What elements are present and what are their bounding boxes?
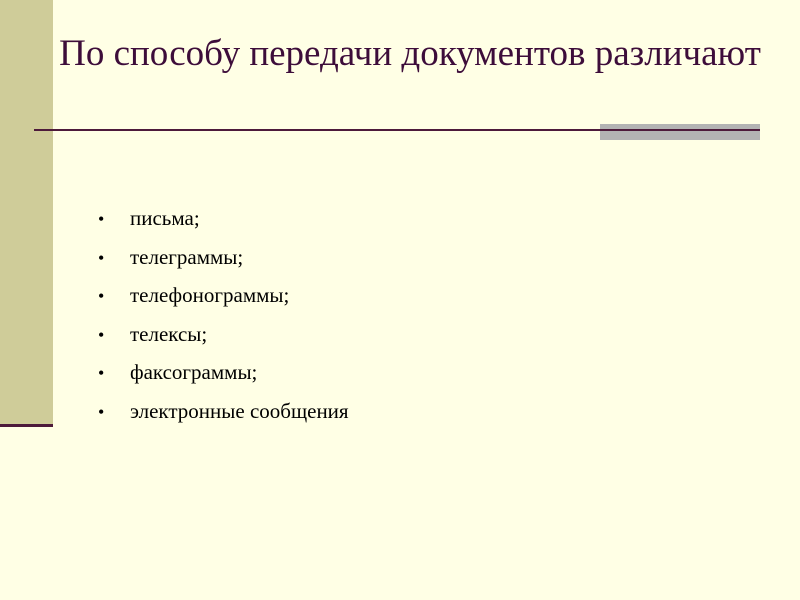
list-item-text: телексы; (130, 321, 208, 346)
bullet-icon: • (98, 286, 105, 306)
list-item (98, 283, 349, 322)
slide-title: По способу передачи документов различают (59, 33, 761, 74)
bullet-icon: • (98, 363, 105, 383)
bullet-icon: • (98, 209, 105, 229)
list-item (98, 245, 349, 284)
list-item (98, 360, 349, 399)
bullet-icon: • (98, 401, 105, 422)
list-item-text: письма; (130, 206, 200, 230)
list-item-text: телеграммы; (130, 244, 244, 269)
left-band-underline (0, 424, 53, 427)
title-accent-line (600, 129, 760, 131)
title-accent-bar (600, 124, 760, 140)
list-item (98, 322, 349, 361)
bullet-icon: • (98, 247, 105, 268)
list-item-text: электронные сообщения (130, 398, 349, 423)
list-item-text: факсограммы; (130, 360, 258, 384)
list-item-text: телефонограммы; (130, 283, 290, 307)
list-item (98, 399, 349, 438)
bullet-list (98, 206, 349, 437)
list-item (98, 206, 349, 245)
bullet-icon: • (98, 324, 105, 345)
